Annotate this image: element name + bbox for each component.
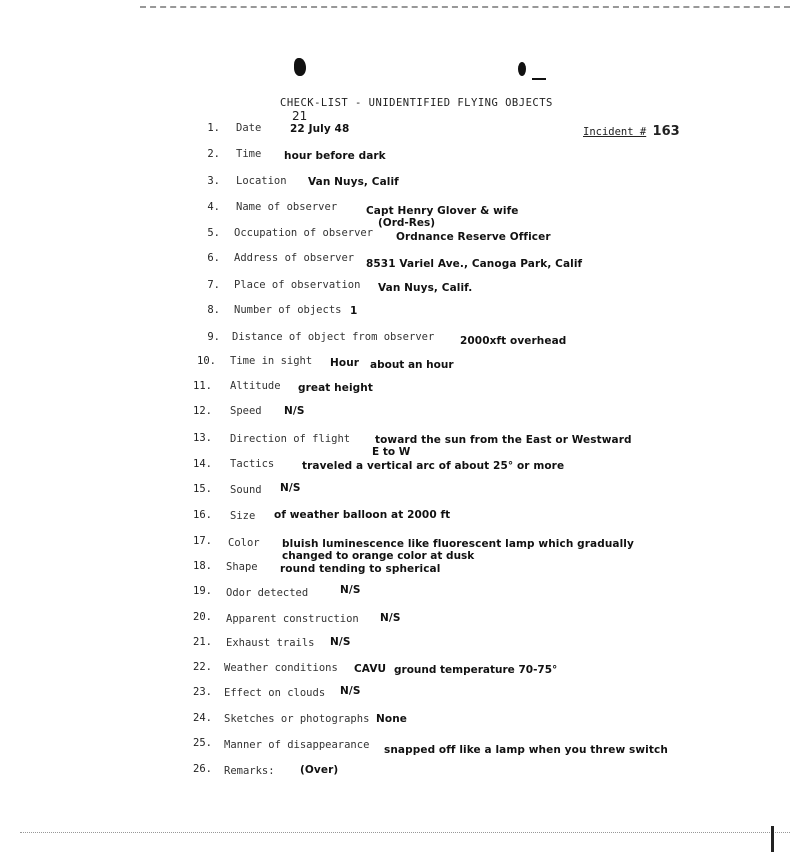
item-number: 13. [193, 432, 212, 444]
item-label-weather: Weather conditions [224, 662, 338, 674]
item-value-size: of weather balloon at 2000 ft [274, 509, 451, 521]
item-value-shape: round tending to spherical [280, 563, 441, 575]
item-value-occupation: Ordnance Reserve Officer [396, 231, 551, 243]
item-value-remarks: (Over) [300, 764, 339, 776]
item-number: 16. [193, 509, 212, 521]
item-value-place: Van Nuys, Calif. [378, 282, 473, 294]
item-label-time-in-sight: Time in sight [230, 355, 313, 367]
item-number: 4. [207, 201, 220, 213]
item-value-location: Van Nuys, Calif [308, 176, 399, 188]
item-number: 14. [193, 458, 212, 470]
item-number: 23. [193, 686, 212, 698]
item-value-construction: N/S [380, 612, 401, 624]
item-value-sketches: None [376, 713, 407, 725]
item-value-tactics: traveled a vertical arc of about 25° or more [302, 460, 565, 472]
item-number: 24. [193, 712, 212, 724]
item-number: 10. [197, 355, 216, 367]
item-value-time-in-sight: about an hour [370, 359, 454, 371]
incident-label: Incident # [583, 126, 647, 138]
item-number: 18. [193, 560, 212, 572]
item-label-color: Color [228, 537, 260, 549]
item-label-number-of-objects: Number of objects [234, 304, 342, 316]
item-value-odor: N/S [340, 584, 361, 596]
item-number: 9. [207, 331, 220, 343]
item-number: 2. [207, 148, 220, 160]
item-number: 21. [193, 636, 212, 648]
item-value-exhaust: N/S [330, 636, 351, 648]
item-number: 19. [193, 585, 212, 597]
item-value-weather-temperature: ground temperature 70-75° [394, 664, 558, 676]
item-value-sound: N/S [280, 482, 301, 494]
item-value-clouds: N/S [340, 685, 361, 697]
item-number: 6. [207, 252, 220, 264]
item-number: 15. [193, 483, 212, 495]
item-value-observer-name: Capt Henry Glover & wife [366, 205, 519, 217]
item-label-sound: Sound [230, 484, 262, 496]
item-number: 8. [207, 304, 220, 316]
item-label-observer-name: Name of observer [236, 201, 338, 213]
item-number: 22. [193, 661, 212, 673]
item-value-distance: 2000xft overhead [460, 335, 567, 347]
item-value-direction-line2: E to W [372, 446, 411, 458]
item-label-shape: Shape [226, 561, 258, 573]
item-number: 1. [207, 122, 220, 134]
incident-number [583, 124, 680, 139]
item-value-altitude: great height [298, 382, 373, 394]
item-label-remarks: Remarks: [224, 765, 275, 777]
item-value-address: 8531 Variel Ave., Canoga Park, Calif [366, 258, 583, 270]
item-value-time-in-sight-struck: Hour [330, 357, 360, 369]
item-label-clouds: Effect on clouds [224, 687, 326, 699]
item-number: 26. [193, 763, 212, 775]
document-title: CHECK-LIST - UNIDENTIFIED FLYING OBJECTS [280, 97, 553, 109]
item-label-size: Size [230, 510, 256, 522]
item-value-color: bluish luminescence like fluorescent lamp which gradually [282, 538, 634, 550]
item-number: 17. [193, 535, 212, 547]
item-number: 5. [207, 227, 220, 239]
item-label-altitude: Altitude [230, 380, 281, 392]
item-label-date: Date [236, 122, 262, 134]
item-value-color-line2: changed to orange color at dusk [282, 550, 475, 562]
item-number: 20. [193, 611, 212, 623]
item-value-observer-name-line2: (Ord-Res) [378, 217, 436, 229]
item-value-date: 22 July 48 [290, 123, 350, 135]
item-value-disappearance: snapped off like a lamp when you threw switch [384, 744, 668, 756]
item-label-disappearance: Manner of disappearance [224, 739, 370, 751]
item-number: 12. [193, 405, 212, 417]
item-label-direction: Direction of flight [230, 433, 351, 445]
item-number: 7. [207, 279, 220, 291]
item-value-time: hour before dark [284, 150, 386, 162]
scan-bottom-edge [20, 832, 790, 835]
item-label-location: Location [236, 175, 287, 187]
scan-top-edge [140, 6, 790, 10]
item-label-sketches: Sketches or photographs [224, 713, 370, 725]
item-label-occupation: Occupation of observer [234, 227, 374, 239]
scan-right-mark [771, 826, 774, 852]
handwritten-date-correction: 21 [292, 109, 308, 123]
item-label-address: Address of observer [234, 252, 355, 264]
incident-number-value: 163 [652, 124, 680, 139]
item-value-speed: N/S [284, 405, 305, 417]
item-label-construction: Apparent construction [226, 613, 359, 625]
item-number: 11. [193, 380, 212, 392]
item-number: 25. [193, 737, 212, 749]
item-label-odor: Odor detected [226, 587, 309, 599]
item-label-time: Time [236, 148, 262, 160]
item-label-place: Place of observation [234, 279, 361, 291]
punch-hole-mark-left [294, 58, 306, 76]
item-label-distance: Distance of object from observer [232, 331, 435, 343]
item-value-number-of-objects: 1 [350, 305, 358, 317]
item-number: 3. [207, 175, 220, 187]
item-label-exhaust: Exhaust trails [226, 637, 315, 649]
punch-hole-mark-right [518, 62, 526, 76]
item-value-weather-cavu: CAVU [354, 663, 387, 675]
item-label-speed: Speed [230, 405, 262, 417]
item-value-direction: toward the sun from the East or Westward [375, 434, 632, 446]
punch-hole-mark-dash [532, 78, 546, 80]
item-label-tactics: Tactics [230, 458, 275, 470]
